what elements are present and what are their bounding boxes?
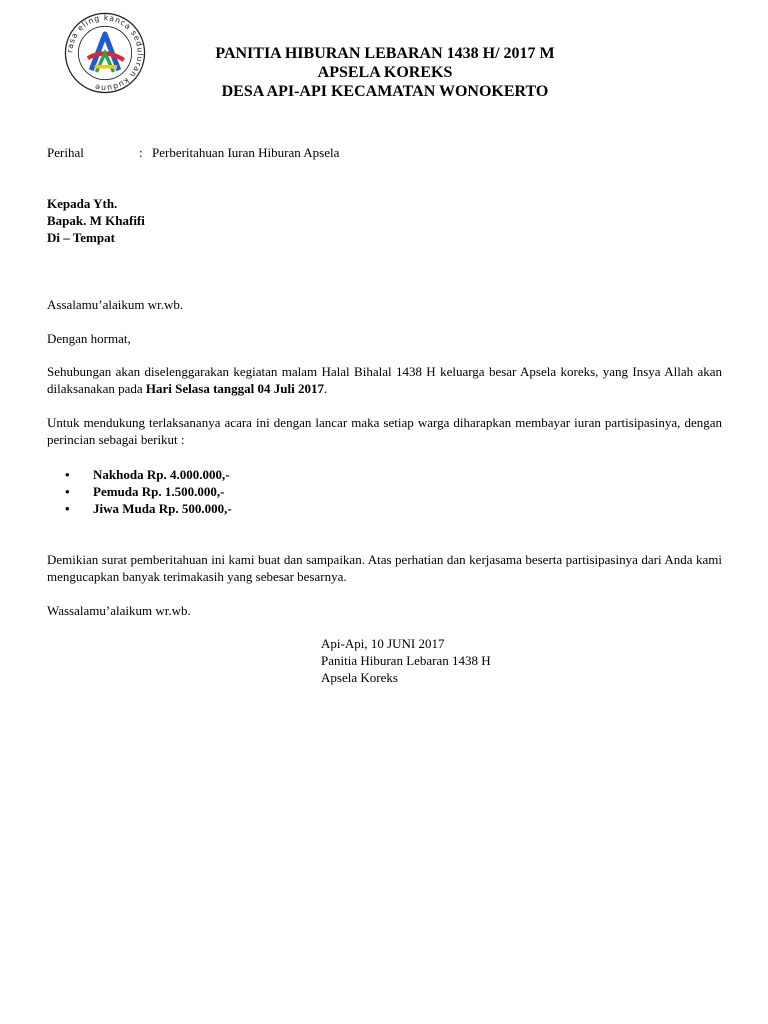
perihal-colon: :	[139, 145, 143, 160]
fee-nakhoda: Nakhoda Rp. 4.000.000,-	[93, 467, 230, 482]
bullet-icon: •	[65, 501, 70, 516]
signature-committee: Panitia Hiburan Lebaran 1438 H	[321, 653, 491, 668]
org-subname: APSELA KOREKS	[317, 64, 453, 81]
perihal-label: Perihal	[47, 145, 84, 160]
paragraph-event-end: .	[323, 381, 328, 396]
fee-jiwa-muda: Jiwa Muda Rp. 500.000,-	[93, 501, 232, 516]
logo-ring-text: rasa eling kanca seduluran kudune	[65, 13, 145, 93]
signature-org: Apsela Koreks	[321, 670, 398, 685]
recipient-name: Bapak. M Khafifi	[47, 213, 145, 228]
bullet-icon: •	[65, 484, 70, 499]
recipient-line1: Kepada Yth.	[47, 196, 118, 211]
bullet-icon: •	[65, 467, 70, 482]
closing-greeting: Wassalamu’alaikum wr.wb.	[47, 603, 191, 618]
apsela-logo-icon	[62, 10, 148, 96]
paragraph-event-text: Sehubungan akan diselenggarakan kegiatan malam Halal Bihalal 1438 H keluarga besar Apsela koreks, yang Insya Allah akan dilaksanakan pada	[47, 364, 722, 396]
event-date: Hari Selasa tanggal 04 Juli 2017	[145, 381, 324, 396]
recipient-place: Di – Tempat	[47, 230, 115, 245]
greeting: Assalamu’alaikum wr.wb.	[47, 297, 184, 312]
org-name: PANITIA HIBURAN LEBARAN 1438 H/ 2017 M	[215, 45, 555, 62]
letterhead	[0, 0, 768, 110]
paragraph-closing: Demikian surat pemberitahuan ini kami buat dan sampaikan. Atas perhatian dan kerjasama beserta partisipasinya dari Anda kami mengucapkan banyak terimakasih yang sebesar besarnya.	[47, 552, 722, 584]
fee-pemuda: Pemuda Rp. 1.500.000,-	[93, 484, 225, 499]
signature-place-date: Api-Api, 10 JUNI 2017	[321, 636, 445, 651]
org-address: DESA API-API KECAMATAN WONOKERTO	[221, 83, 549, 100]
paragraph-contribution: Untuk mendukung terlaksananya acara ini dengan lancar maka setiap warga diharapkan membayar iuran partisipasinya, dengan perincian sebagai berikut :	[47, 415, 722, 447]
salutation: Dengan hormat,	[47, 331, 131, 346]
letterhead-title	[150, 44, 620, 101]
perihal-value: Perberitahuan Iuran Hiburan Apsela	[152, 145, 340, 160]
paragraph-event	[47, 363, 722, 397]
